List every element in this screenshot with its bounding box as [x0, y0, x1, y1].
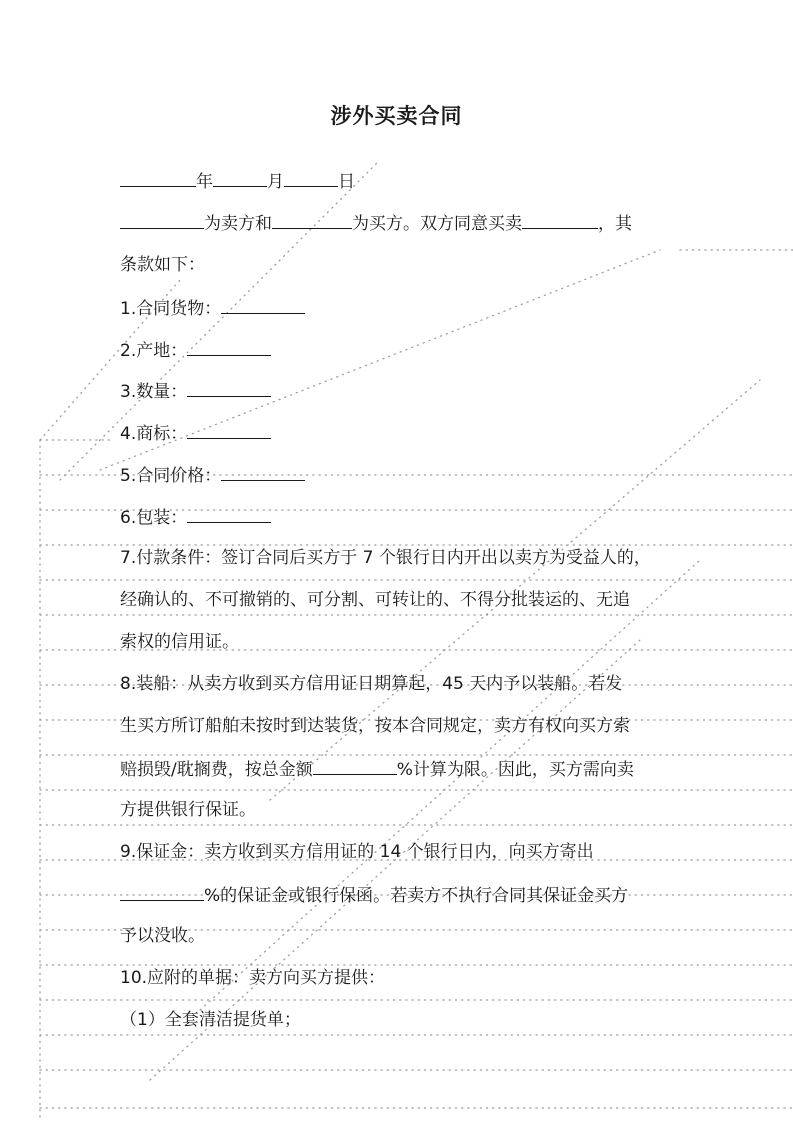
- contract-title: 涉外买卖合同: [330, 104, 463, 128]
- parties-tail: ，其: [598, 214, 632, 234]
- parties-line: [120, 210, 632, 236]
- day-blank[interactable]: [284, 168, 338, 187]
- month-blank[interactable]: [213, 168, 267, 187]
- item-quantity: [120, 378, 271, 404]
- shipment-line-2: 生买方所订船舶未按时到达装货，按本合同规定，卖方有权向买方索: [120, 716, 630, 736]
- documents-line-1: 10.应附的单据：卖方向买方提供：: [120, 968, 386, 988]
- deposit-line-1: 9.保证金：卖方收到买方信用证的 14 个银行日内，向买方寄出: [120, 842, 594, 862]
- payment-line-2: 经确认的、不可撤销的、可分割、可转让的、不得分批装运的、无追: [120, 590, 630, 610]
- item-packing-blank[interactable]: [187, 504, 271, 523]
- penalty-percent-blank[interactable]: [313, 756, 397, 775]
- shipment-line-3-a: 赔损毁/耽搁费，按总金额: [120, 760, 313, 780]
- goods-name-blank[interactable]: [522, 210, 598, 229]
- item-goods-blank[interactable]: [221, 295, 305, 314]
- day-label: 日: [338, 172, 355, 192]
- item-packing: [120, 504, 271, 530]
- shipment-line-1: 8.装船：从卖方收到买方信用证日期算起，45 天内予以装船。若发: [120, 674, 623, 694]
- item-price: [120, 462, 305, 488]
- item-packing-label: 6.包装：: [120, 508, 188, 528]
- item-brand: [120, 420, 271, 446]
- item-goods-label: 1.合同货物：: [120, 299, 222, 319]
- item-origin-label: 2.产地：: [120, 341, 188, 361]
- documents-line-2: （1）全套清洁提货单；: [120, 1010, 301, 1030]
- buyer-blank[interactable]: [272, 210, 352, 229]
- seller-text: 为卖方和: [204, 214, 272, 234]
- item-origin-blank[interactable]: [187, 337, 271, 356]
- item-goods: [120, 295, 305, 321]
- year-label: 年: [196, 172, 213, 192]
- month-label: 月: [267, 172, 284, 192]
- payment-line-3: 索权的信用证。: [120, 632, 239, 652]
- item-brand-blank[interactable]: [187, 420, 271, 439]
- deposit-line-3: 予以没收。: [120, 926, 205, 946]
- item-price-blank[interactable]: [221, 462, 305, 481]
- item-origin: [120, 337, 271, 363]
- item-quantity-blank[interactable]: [187, 378, 271, 397]
- deposit-line-2: [120, 882, 628, 908]
- deposit-line-2-text: %的保证金或银行保函。若卖方不执行合同其保证金买方: [204, 886, 629, 906]
- seller-blank[interactable]: [120, 210, 204, 229]
- shipment-line-4: 方提供银行保证。: [120, 800, 256, 820]
- deposit-percent-blank[interactable]: [120, 882, 204, 901]
- item-quantity-label: 3.数量：: [120, 382, 188, 402]
- buyer-text: 为买方。双方同意买卖: [352, 214, 522, 234]
- shipment-line-3: [120, 756, 634, 782]
- item-brand-label: 4.商标：: [120, 424, 188, 444]
- year-blank[interactable]: [120, 168, 196, 187]
- payment-line-1: 7.付款条件：签订合同后买方于 7 个银行日内开出以卖方为受益人的，: [120, 548, 651, 568]
- item-price-label: 5.合同价格：: [120, 466, 222, 486]
- shipment-line-3-b: %计算为限。因此，买方需向卖: [396, 760, 634, 780]
- terms-intro-line: 条款如下：: [120, 255, 205, 275]
- date-line: [120, 168, 355, 194]
